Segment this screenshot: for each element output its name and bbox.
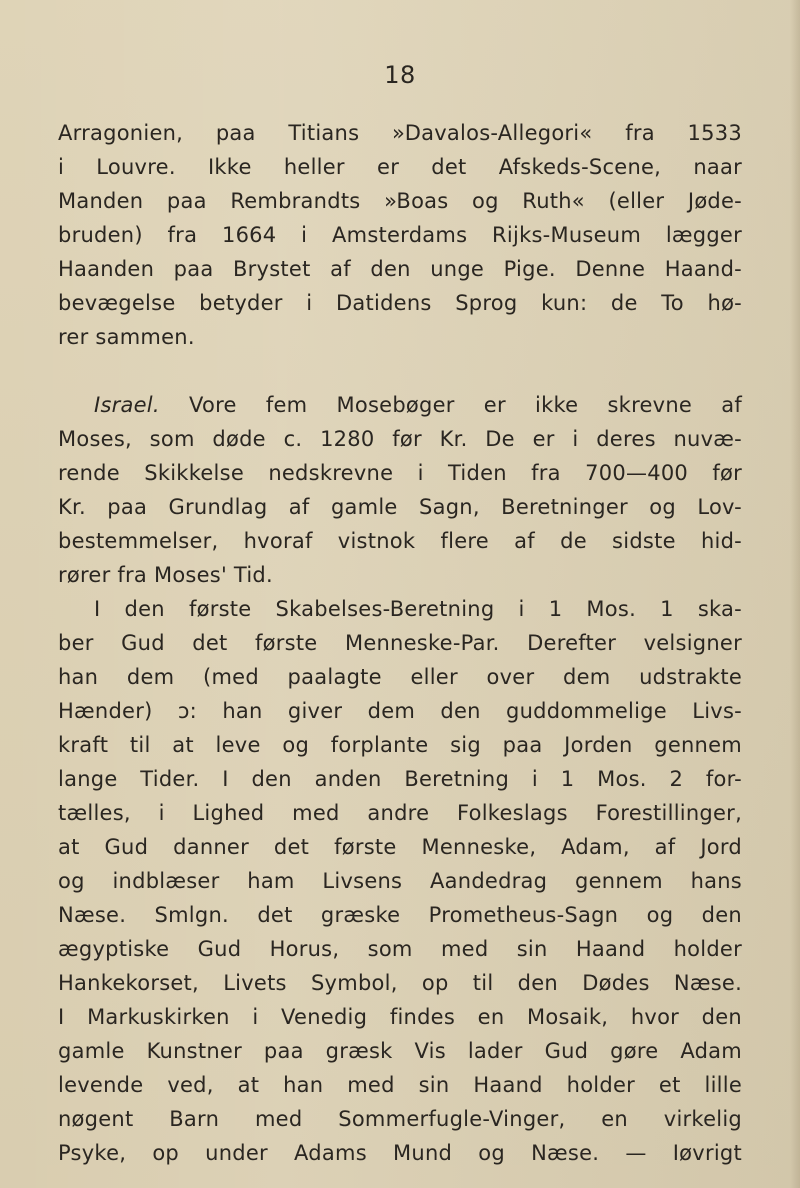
text-line-25: Hankekorset, Livets Symbol, op til den Dødes Næse. xyxy=(58,971,742,995)
text-line-20: tælles, i Lighed med andre Folkeslags Forestillinger, xyxy=(58,801,742,825)
text-line-14: I den første Skabelses-Beretning i 1 Mos. 1 ska- xyxy=(94,597,742,621)
text-line-24: ægyptiske Gud Horus, som med sin Haand holder xyxy=(58,937,742,961)
page-number: 18 xyxy=(384,61,416,89)
text-line-2: i Louvre. Ikke heller er det Afskeds-Scene, naar xyxy=(58,155,742,179)
text-line-16: han dem (med paalagte eller over dem udstrakte xyxy=(58,665,742,689)
text-line-7: rer sammen. xyxy=(58,325,195,349)
text-line-19: lange Tider. I den anden Beretning i 1 Mos. 2 for- xyxy=(58,767,742,791)
section-heading-israel: Israel. xyxy=(94,393,160,417)
text-line-6: bevægelse betyder i Datidens Sprog kun: de To hø- xyxy=(58,291,742,315)
text-line-30: Psyke, op under Adams Mund og Næse. — Iøvrigt xyxy=(58,1141,742,1165)
text-line-10: rende Skikkelse nedskrevne i Tiden fra 700—400 før xyxy=(58,461,742,485)
text-line-5: Haanden paa Brystet af den unge Pige. Denne Haand- xyxy=(58,257,742,281)
text-line-21: at Gud danner det første Menneske, Adam, af Jord xyxy=(58,835,742,859)
section-heading-israel-text: Vore fem Mosebøger er ikke skrevne af xyxy=(159,393,742,417)
text-line-17: Hænder) ɔ: han giver dem den guddommelige Livs- xyxy=(58,699,742,723)
text-line-9: Moses, som døde c. 1280 før Kr. De er i deres nuvæ- xyxy=(58,427,742,451)
text-line-13: rører fra Moses' Tid. xyxy=(58,563,273,587)
text-line-26: I Markuskirken i Venedig findes en Mosaik, hvor den xyxy=(58,1005,742,1029)
text-line-12: bestemmelser, hvoraf vistnok flere af de sidste hid- xyxy=(58,529,742,553)
text-line-3: Manden paa Rembrandts »Boas og Ruth« (eller Jøde- xyxy=(58,189,742,213)
text-line-18: kraft til at leve og forplante sig paa Jorden gennem xyxy=(58,733,742,757)
section-heading-israel-line xyxy=(94,388,742,422)
text-line-4: bruden) fra 1664 i Amsterdams Rijks-Museum lægger xyxy=(58,223,742,247)
text-line-22: og indblæser ham Livsens Aandedrag gennem hans xyxy=(58,869,742,893)
text-line-29: nøgent Barn med Sommerfugle-Vinger, en virkelig xyxy=(58,1107,742,1131)
text-line-27: gamle Kunstner paa græsk Vis lader Gud gøre Adam xyxy=(58,1039,742,1063)
text-line-1: Arragonien, paa Titians »Davalos-Allegori« fra 1533 xyxy=(58,121,742,145)
text-line-15: ber Gud det første Menneske-Par. Derefter velsigner xyxy=(58,631,742,655)
text-line-11: Kr. paa Grundlag af gamle Sagn, Beretninger og Lov- xyxy=(58,495,742,519)
page-edge-shadow xyxy=(790,0,800,1188)
text-line-28: levende ved, at han med sin Haand holder et lille xyxy=(58,1073,742,1097)
text-line-23: Næse. Smlgn. det græske Prometheus-Sagn og den xyxy=(58,903,742,927)
